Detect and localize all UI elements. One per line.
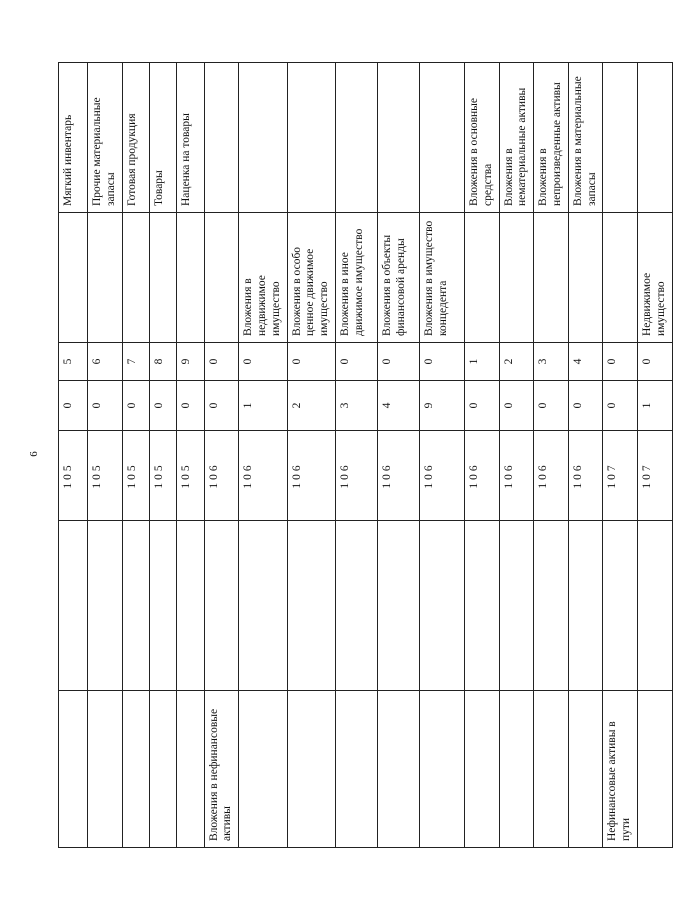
item-name-cell	[204, 63, 239, 213]
group-name-cell	[534, 691, 569, 848]
subgroup-cell	[568, 521, 603, 691]
group-name-cell	[59, 691, 88, 848]
code-digit-1-cell: 0	[176, 381, 204, 431]
code-digit-2-cell: 9	[176, 343, 204, 381]
code-digit-1-cell: 0	[122, 381, 149, 431]
analytic-name-cell	[568, 213, 603, 343]
group-name-cell	[637, 691, 672, 848]
rotated-table-wrapper	[58, 63, 667, 848]
table-row	[419, 63, 464, 848]
subgroup-cell	[88, 521, 123, 691]
group-name-cell	[239, 691, 287, 848]
code-digit-1-cell: 0	[204, 381, 239, 431]
subgroup-cell	[59, 521, 88, 691]
subgroup-cell	[335, 521, 377, 691]
analytic-name-cell: Вложения в недвижимое имущество	[239, 213, 287, 343]
code-digit-2-cell: 5	[59, 343, 88, 381]
subgroup-cell	[204, 521, 239, 691]
code-digit-2-cell: 1	[464, 343, 499, 381]
table-row	[287, 63, 335, 848]
subgroup-cell	[176, 521, 204, 691]
account-code-cell: 105	[149, 431, 176, 521]
code-digit-2-cell: 0	[287, 343, 335, 381]
subgroup-cell	[239, 521, 287, 691]
account-code-cell: 106	[499, 431, 534, 521]
code-digit-2-cell: 0	[239, 343, 287, 381]
table-row	[568, 63, 603, 848]
account-code-cell: 106	[419, 431, 464, 521]
item-name-cell: Вложения в материальные запасы	[568, 63, 603, 213]
table-row	[176, 63, 204, 848]
table-row	[499, 63, 534, 848]
group-name-cell	[149, 691, 176, 848]
group-name-cell	[377, 691, 419, 848]
analytic-name-cell: Вложения в иное движимое имущество	[335, 213, 377, 343]
account-code-cell: 106	[335, 431, 377, 521]
code-digit-1-cell: 1	[239, 381, 287, 431]
table-row	[204, 63, 239, 848]
item-name-cell: Вложения в непроизведенные активы	[534, 63, 569, 213]
group-name-cell	[287, 691, 335, 848]
table-row	[122, 63, 149, 848]
analytic-name-cell	[88, 213, 123, 343]
analytic-name-cell	[464, 213, 499, 343]
table-row	[377, 63, 419, 848]
subgroup-cell	[377, 521, 419, 691]
item-name-cell	[287, 63, 335, 213]
group-name-cell	[499, 691, 534, 848]
table-row	[534, 63, 569, 848]
code-digit-2-cell: 4	[568, 343, 603, 381]
analytic-name-cell: Вложения в особо ценное движимое имущество	[287, 213, 335, 343]
code-digit-1-cell: 0	[499, 381, 534, 431]
subgroup-cell	[534, 521, 569, 691]
code-digit-2-cell: 6	[88, 343, 123, 381]
page-number: 6	[28, 451, 40, 457]
code-digit-2-cell: 0	[637, 343, 672, 381]
code-digit-1-cell: 0	[149, 381, 176, 431]
item-name-cell: Мягкий инвентарь	[59, 63, 88, 213]
item-name-cell: Наценка на товары	[176, 63, 204, 213]
account-code-cell: 106	[464, 431, 499, 521]
code-digit-2-cell: 0	[603, 343, 638, 381]
code-digit-2-cell: 3	[534, 343, 569, 381]
code-digit-2-cell: 2	[499, 343, 534, 381]
table-row	[149, 63, 176, 848]
table-row	[59, 63, 88, 848]
analytic-name-cell	[603, 213, 638, 343]
analytic-name-cell	[59, 213, 88, 343]
item-name-cell: Вложения в нематериальные активы	[499, 63, 534, 213]
code-digit-2-cell: 0	[419, 343, 464, 381]
item-name-cell: Прочие материальные запасы	[88, 63, 123, 213]
item-name-cell: Готовая продукция	[122, 63, 149, 213]
item-name-cell	[603, 63, 638, 213]
analytic-name-cell: Недвижимое имущество	[637, 213, 672, 343]
code-digit-1-cell: 4	[377, 381, 419, 431]
code-digit-2-cell: 0	[377, 343, 419, 381]
subgroup-cell	[287, 521, 335, 691]
item-name-cell: Вложения в основные средства	[464, 63, 499, 213]
account-code-cell: 107	[603, 431, 638, 521]
code-digit-2-cell: 0	[335, 343, 377, 381]
item-name-cell	[637, 63, 672, 213]
item-name-cell	[239, 63, 287, 213]
item-name-cell	[419, 63, 464, 213]
group-name-cell	[335, 691, 377, 848]
account-code-cell: 105	[88, 431, 123, 521]
analytic-name-cell	[534, 213, 569, 343]
analytic-name-cell	[149, 213, 176, 343]
subgroup-cell	[122, 521, 149, 691]
account-code-cell: 105	[176, 431, 204, 521]
account-code-cell: 105	[59, 431, 88, 521]
account-code-cell: 106	[287, 431, 335, 521]
code-digit-1-cell: 0	[59, 381, 88, 431]
analytic-name-cell	[176, 213, 204, 343]
code-digit-1-cell: 0	[464, 381, 499, 431]
accounts-table	[58, 62, 673, 848]
code-digit-2-cell: 7	[122, 343, 149, 381]
code-digit-1-cell: 0	[534, 381, 569, 431]
table-row	[637, 63, 672, 848]
analytic-name-cell: Вложения в имущество концедента	[419, 213, 464, 343]
table-row	[335, 63, 377, 848]
subgroup-cell	[499, 521, 534, 691]
subgroup-cell	[637, 521, 672, 691]
item-name-cell	[377, 63, 419, 213]
subgroup-cell	[464, 521, 499, 691]
account-code-cell: 106	[204, 431, 239, 521]
table-row	[464, 63, 499, 848]
table-row	[603, 63, 638, 848]
account-code-cell: 107	[637, 431, 672, 521]
subgroup-cell	[419, 521, 464, 691]
account-code-cell: 105	[122, 431, 149, 521]
table-row	[239, 63, 287, 848]
analytic-name-cell	[499, 213, 534, 343]
account-code-cell: 106	[568, 431, 603, 521]
subgroup-cell	[603, 521, 638, 691]
account-code-cell: 106	[377, 431, 419, 521]
code-digit-1-cell: 0	[88, 381, 123, 431]
group-name-cell: Нефинансовые активы в пути	[603, 691, 638, 848]
code-digit-2-cell: 8	[149, 343, 176, 381]
code-digit-2-cell: 0	[204, 343, 239, 381]
analytic-name-cell: Вложения в объекты финансовой аренды	[377, 213, 419, 343]
account-code-cell: 106	[534, 431, 569, 521]
group-name-cell	[176, 691, 204, 848]
group-name-cell: Вложения в нефинансовые активы	[204, 691, 239, 848]
account-code-cell: 106	[239, 431, 287, 521]
code-digit-1-cell: 3	[335, 381, 377, 431]
analytic-name-cell	[204, 213, 239, 343]
group-name-cell	[464, 691, 499, 848]
group-name-cell	[568, 691, 603, 848]
item-name-cell	[335, 63, 377, 213]
group-name-cell	[419, 691, 464, 848]
accounts-table-body	[59, 63, 673, 848]
code-digit-1-cell: 0	[568, 381, 603, 431]
code-digit-1-cell: 2	[287, 381, 335, 431]
group-name-cell	[122, 691, 149, 848]
subgroup-cell	[149, 521, 176, 691]
analytic-name-cell	[122, 213, 149, 343]
table-row	[88, 63, 123, 848]
code-digit-1-cell: 1	[637, 381, 672, 431]
code-digit-1-cell: 9	[419, 381, 464, 431]
code-digit-1-cell: 0	[603, 381, 638, 431]
item-name-cell: Товары	[149, 63, 176, 213]
group-name-cell	[88, 691, 123, 848]
